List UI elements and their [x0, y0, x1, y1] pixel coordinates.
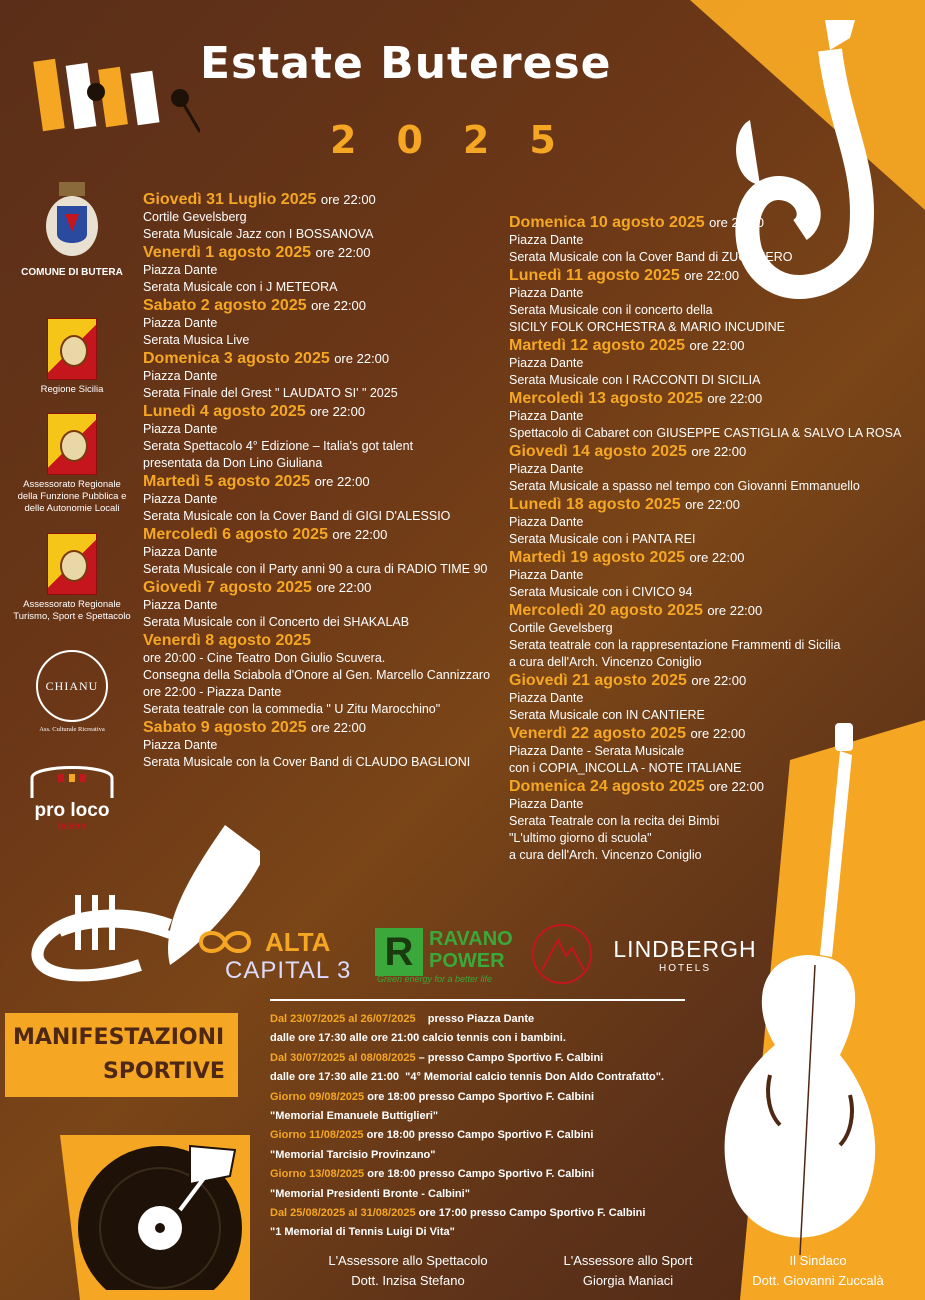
event-detail-line: Serata Musicale con i CIVICO 94: [509, 585, 693, 599]
event-time: ore 22:00: [709, 215, 765, 230]
logo-proloco-butera: pro loco butera: [12, 762, 132, 832]
sports-line: [270, 1185, 750, 1204]
event-detail-line: Piazza Dante: [509, 286, 584, 300]
event-detail-line: Piazza Dante: [509, 568, 584, 582]
sponsor-lindbergh-hotels: LINDBERGH HOTELS: [613, 936, 757, 974]
event-item: [143, 296, 503, 349]
event-detail-line: Spettacolo di Cabaret con GIUSEPPE CASTIGLIA & SALVO LA ROSA: [509, 426, 902, 440]
event-item: [143, 190, 503, 243]
event-date-text: Domenica 24 agosto 2025: [509, 778, 705, 795]
sports-line: [270, 1088, 750, 1107]
event-detail-line: Serata teatrale con la rappresentazione Frammenti di Sicilia: [509, 638, 841, 652]
event-detail-line: Piazza Dante: [143, 422, 218, 436]
event-detail-line: Serata Musicale con la Cover Band di GIGI D'ALESSIO: [143, 509, 451, 523]
sports-detail: ore 17:00 presso Campo Sportivo F. Calbini: [415, 1207, 646, 1220]
event-time: ore 22:00: [332, 527, 388, 542]
event-detail-line: Piazza Dante: [509, 233, 584, 247]
sports-detail: ore 18:00 presso Campo Sportivo F. Calbini: [363, 1129, 594, 1142]
event-detail-line: Serata Musica Live: [143, 333, 250, 347]
event-detail-line: Piazza Dante: [143, 738, 218, 752]
sports-events-list: [270, 1010, 750, 1243]
event-date: [143, 402, 503, 421]
sports-detail: "Memorial Emanuele Buttiglieri": [270, 1110, 439, 1123]
sports-date: Giorno 09/08/2025: [270, 1090, 365, 1103]
sports-detail: "Memorial Tarcisio Provinzano": [270, 1148, 436, 1161]
sports-date: Dal 30/07/2025 al 08/08/2025: [270, 1051, 416, 1064]
signature-assessore-spettacolo: L'Assessore allo Spettacolo Dott. Inzisa Stefano: [328, 1253, 488, 1288]
sports-detail: "1 Memorial di Tennis Luigi Di Vita": [270, 1226, 455, 1239]
trinacria-flag-icon: [47, 413, 97, 475]
event-date: [143, 525, 503, 544]
event-item: [509, 601, 909, 671]
infinity-icon: [195, 928, 255, 956]
event-date: [143, 472, 503, 491]
event-date: [509, 389, 909, 408]
event-time: ore 22:00: [689, 338, 745, 353]
proloco-arch-icon: [22, 762, 122, 798]
event-detail-line: Piazza Dante: [509, 515, 584, 529]
event-detail-line: ore 20:00 - Cine Teatro Don Giulio Scuvera.: [143, 651, 386, 665]
event-date-text: Mercoledì 20 agosto 2025: [509, 602, 703, 619]
event-date-text: Martedì 12 agosto 2025: [509, 337, 686, 354]
event-date-text: Mercoledì 6 agosto 2025: [143, 526, 328, 543]
event-date-text: Lunedì 4 agosto 2025: [143, 403, 306, 420]
event-date-text: Venerdì 1 agosto 2025: [143, 244, 312, 261]
sports-line: [270, 1126, 750, 1145]
event-detail-line: con i COPIA_INCOLLA - NOTE ITALIANE: [509, 761, 742, 775]
event-detail-line: Serata Musicale con i PANTA REI: [509, 532, 696, 546]
event-item: [509, 336, 909, 389]
event-detail-line: SICILY FOLK ORCHESTRA & MARIO INCUDINE: [509, 320, 785, 334]
event-date: [509, 213, 909, 232]
event-time: ore 22:00: [316, 580, 372, 595]
event-date: [509, 266, 909, 285]
event-date-text: Giovedì 31 Luglio 2025: [143, 191, 317, 208]
event-date-text: Giovedì 7 agosto 2025: [143, 579, 312, 596]
sports-title-box: MANIFESTAZIONI SPORTIVE: [5, 1013, 238, 1097]
event-detail-line: Serata Musicale con il Party anni 90 a cura di RADIO TIME 90: [143, 562, 488, 576]
event-date: [509, 442, 909, 461]
event-time: ore 22:00: [311, 298, 367, 313]
event-date-text: Martedì 19 agosto 2025: [509, 549, 686, 566]
trinacria-flag-icon: [47, 533, 97, 595]
event-date: [143, 349, 503, 368]
event-date: [143, 631, 503, 650]
events-list-left: [143, 190, 503, 771]
sports-detail: dalle ore 17:30 alle 21:00 "4° Memorial calcio tennis Don Aldo Contrafatto".: [270, 1071, 665, 1084]
event-detail-line: Serata Musicale Jazz con I BOSSANOVA: [143, 227, 374, 241]
sports-line: [270, 1068, 750, 1087]
divider-line: [270, 999, 685, 1001]
event-time: ore 22:00: [691, 444, 747, 459]
event-detail-line: Serata Finale del Grest " LAUDATO SI' " 2025: [143, 386, 398, 400]
event-date: [143, 243, 503, 262]
sports-line: [270, 1146, 750, 1165]
sports-detail: "Memorial Presidenti Bronte - Calbini": [270, 1187, 470, 1200]
sports-line: [270, 1010, 750, 1029]
mountain-circle-logo-icon: [530, 922, 594, 986]
poster-title: Estate Buterese: [200, 38, 612, 89]
event-detail-line: Serata teatrale con la commedia " U Zitu Marocchino": [143, 702, 441, 716]
sports-detail: ore 18:00 presso Campo Sportivo F. Calbini: [364, 1090, 595, 1103]
ravano-logo-icon: R: [375, 928, 423, 976]
event-date-text: Lunedì 18 agosto 2025: [509, 496, 681, 513]
event-item: [143, 578, 503, 631]
event-date: [143, 296, 503, 315]
event-item: [143, 349, 503, 402]
event-detail-line: Serata Teatrale con la recita dei Bimbi: [509, 814, 720, 828]
event-time: ore 22:00: [334, 351, 390, 366]
event-date: [509, 548, 909, 567]
logo-assessorato-turismo: Assessorato Regionale Turismo, Sport e Spettacolo: [12, 533, 132, 623]
event-item: [509, 442, 909, 495]
event-item: [143, 718, 503, 771]
event-date-text: Sabato 9 agosto 2025: [143, 719, 307, 736]
sports-line: [270, 1107, 750, 1126]
event-date-text: Domenica 3 agosto 2025: [143, 350, 330, 367]
sports-detail: presso Piazza Dante: [415, 1013, 535, 1025]
event-detail-line: Cortile Gevelsberg: [509, 621, 613, 635]
event-date-text: Sabato 2 agosto 2025: [143, 297, 307, 314]
event-time: ore 22:00: [314, 474, 370, 489]
event-detail-line: "L'ultimo giorno di scuola": [509, 831, 652, 845]
event-detail-line: Piazza Dante: [509, 691, 584, 705]
event-time: ore 22:00: [315, 245, 371, 260]
event-date: [143, 718, 503, 737]
event-item: [143, 472, 503, 525]
event-detail-line: Serata Musicale con la Cover Band di ZUCCHERO: [509, 250, 793, 264]
event-date-text: Giovedì 21 agosto 2025: [509, 672, 687, 689]
event-date: [143, 190, 503, 209]
event-detail-line: Serata Musicale con i J METEORA: [143, 280, 338, 294]
logo-comune-butera: COMUNE DI BUTERA: [12, 180, 132, 280]
logo-assessorato-funzione-pubblica: Assessorato Regionale della Funzione Pubblica e delle Autonomie Locali: [12, 413, 132, 515]
event-date-text: Venerdì 8 agosto 2025: [143, 632, 312, 649]
event-date: [509, 495, 909, 514]
event-time: ore 22:00: [684, 268, 740, 283]
event-time: ore 22:00: [310, 404, 366, 419]
event-item: [143, 525, 503, 578]
event-item: [143, 402, 503, 472]
event-detail-line: Serata Musicale con I RACCONTI DI SICILIA: [509, 373, 761, 387]
sports-detail: dalle ore 17:30 alle ore 21:00 calcio tennis con i bambini.: [270, 1032, 566, 1045]
sponsor-ravano-power: R RAVANO POWER Green energy for a better life: [377, 928, 513, 984]
vinyl-record-icon: [70, 1140, 270, 1290]
event-detail-line: Serata Spettacolo 4° Edizione – Italia's got talent: [143, 439, 414, 453]
event-item: [509, 548, 909, 601]
event-date-text: Venerdì 22 agosto 2025: [509, 725, 686, 742]
event-time: ore 22:00: [707, 603, 763, 618]
event-detail-line: Consegna della Sciabola d'Onore al Gen. Marcello Cannizzaro: [143, 668, 491, 682]
event-date-text: Martedì 5 agosto 2025: [143, 473, 311, 490]
event-date-text: Domenica 10 agosto 2025: [509, 214, 705, 231]
event-date-text: Giovedì 14 agosto 2025: [509, 443, 687, 460]
event-detail-line: Piazza Dante: [509, 797, 584, 811]
sponsor-alta-capital: ALTA CAPITAL 3: [195, 928, 365, 988]
event-time: ore 22:00: [311, 720, 367, 735]
event-item: [509, 389, 909, 442]
trinacria-flag-icon: [47, 318, 97, 380]
event-date-text: Mercoledì 13 agosto 2025: [509, 390, 703, 407]
signature-assessore-sport: L'Assessore allo Sport Giorgia Maniaci: [563, 1253, 693, 1288]
event-detail-line: a cura dell'Arch. Vincenzo Coniglio: [509, 655, 702, 669]
chianu-circle-icon: CHIANU: [36, 650, 108, 722]
sports-detail: – presso Campo Sportivo F. Calbini: [415, 1051, 604, 1064]
event-detail-line: Serata Musicale a spasso nel tempo con Giovanni Emmanuello: [509, 479, 860, 493]
event-detail-line: Piazza Dante: [509, 409, 584, 423]
event-item: [509, 266, 909, 336]
poster-year: 2025: [330, 118, 596, 162]
event-detail-line: Piazza Dante: [143, 545, 218, 559]
logo-regione-sicilia: Regione Sicilia: [12, 318, 132, 396]
sports-date: Dal 23/07/2025 al 26/07/2025: [270, 1013, 416, 1025]
event-item: [143, 243, 503, 296]
event-detail-line: Piazza Dante: [143, 598, 218, 612]
logo-chianu: CHIANU Ass. Culturale Ricreativa: [12, 650, 132, 734]
sports-line: [270, 1165, 750, 1184]
sports-date: Giorno 11/08/2025: [270, 1129, 364, 1142]
event-date-text: Lunedì 11 agosto 2025: [509, 267, 680, 284]
sports-detail: ore 18:00 presso Campo Sportivo F. Calbini: [364, 1168, 595, 1181]
event-detail-line: Piazza Dante: [509, 356, 584, 370]
event-time: ore 22:00: [685, 497, 740, 512]
event-time: ore 22:00: [320, 192, 376, 207]
event-detail-line: ore 22:00 - Piazza Dante: [143, 685, 282, 699]
event-item: [509, 495, 909, 548]
event-detail-line: Piazza Dante: [143, 263, 218, 277]
event-time: ore 22:00: [691, 673, 747, 688]
event-detail-line: Piazza Dante - Serata Musicale: [509, 744, 685, 758]
event-time: ore 22:00: [689, 550, 745, 565]
event-date: [509, 601, 909, 620]
sports-line: [270, 1049, 750, 1068]
event-date: [509, 336, 909, 355]
event-detail-line: Piazza Dante: [509, 462, 584, 476]
sports-line: [270, 1029, 750, 1048]
event-detail-line: Piazza Dante: [143, 316, 218, 330]
event-date: [143, 578, 503, 597]
event-detail-line: Piazza Dante: [143, 369, 218, 383]
event-detail-line: Piazza Dante: [143, 492, 218, 506]
event-detail-line: Serata Musicale con IN CANTIERE: [509, 708, 705, 722]
event-time: ore 22:00: [690, 726, 746, 741]
sports-date: Giorno 13/08/2025: [270, 1168, 365, 1181]
event-item: [509, 213, 909, 266]
event-detail-line: Cortile Gevelsberg: [143, 210, 247, 224]
event-time: ore 22:00: [709, 779, 765, 794]
event-detail-line: a cura dell'Arch. Vincenzo Coniglio: [509, 848, 702, 862]
event-detail-line: presentata da Don Lino Giuliana: [143, 456, 323, 470]
sports-line: [270, 1223, 750, 1242]
event-item: [143, 631, 503, 718]
sports-line: [270, 1204, 750, 1223]
event-detail-line: Serata Musicale con la Cover Band di CLAUDO BAGLIONI: [143, 755, 471, 769]
xylophone-icon: [30, 52, 200, 142]
event-time: ore 22:00: [707, 391, 763, 406]
event-detail-line: Serata Musicale con il Concerto dei SHAKALAB: [143, 615, 410, 629]
coat-of-arms-icon: [43, 180, 101, 260]
signature-sindaco: Il Sindaco Dott. Giovanni Zuccalà: [752, 1253, 884, 1288]
event-date: [509, 671, 909, 690]
sports-date: Dal 25/08/2025 al 31/08/2025: [270, 1207, 416, 1220]
event-detail-line: Serata Musicale con il concerto della: [509, 303, 713, 317]
